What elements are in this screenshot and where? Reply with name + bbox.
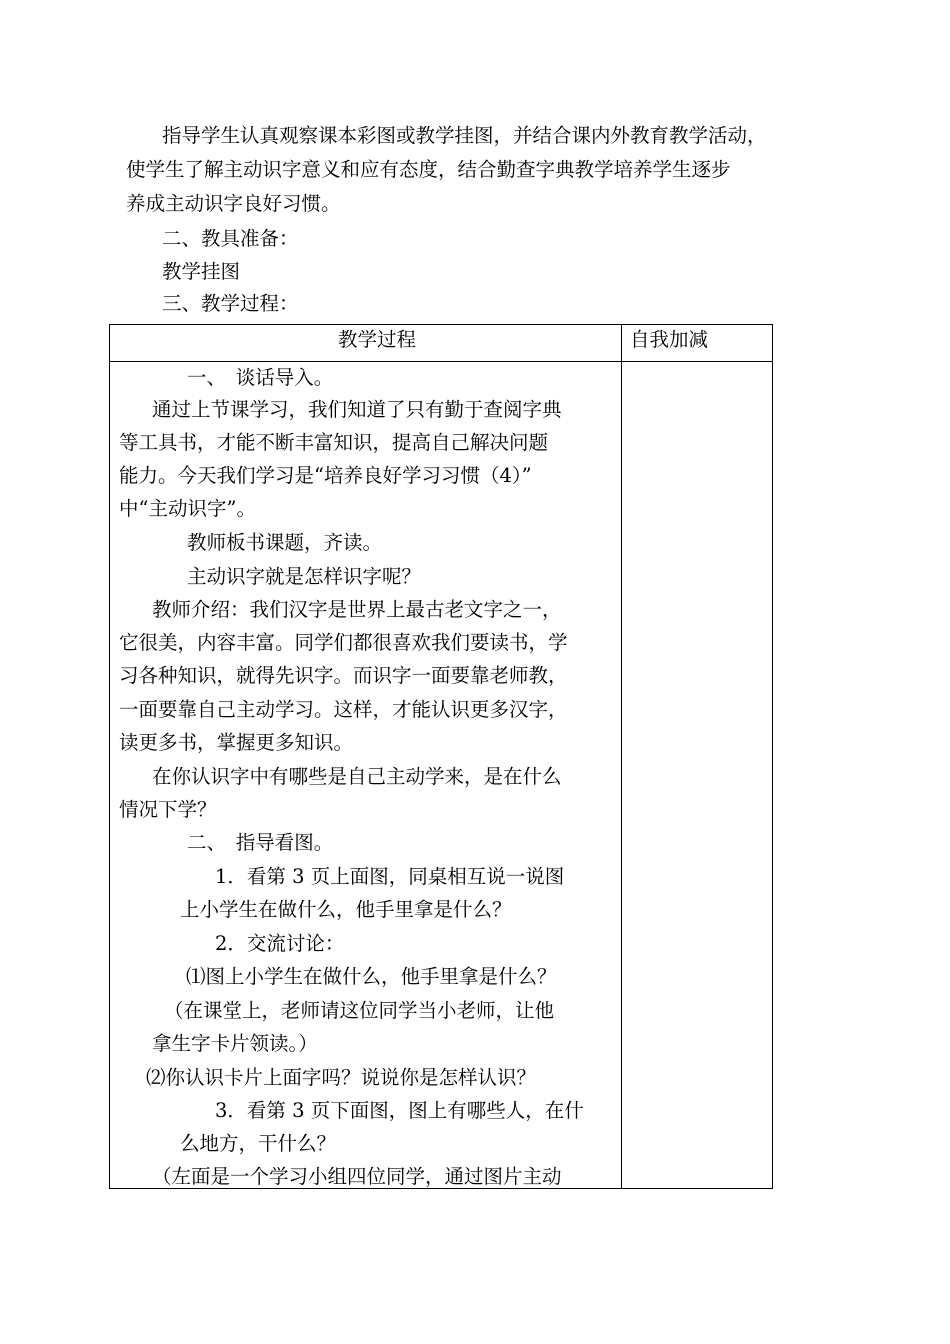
table-body-line: 2．交流讨论： xyxy=(215,932,345,955)
table-body-line: 读更多书，掌握更多知识。 xyxy=(119,731,354,754)
section-heading: 二、教具准备： xyxy=(162,227,299,250)
table-body-line: 上小学生在做什么，他手里拿是什么？ xyxy=(180,898,512,921)
table-body-line: ⑵你认识卡片上面字吗？说说你是怎样认识？ xyxy=(146,1066,537,1089)
table-body-line: （在课堂上，老师请这位同学当小老师，让他 xyxy=(164,999,555,1022)
table-column-divider xyxy=(621,324,622,1189)
table-body-line: 拿生字卡片领读。） xyxy=(152,1032,318,1055)
intro-line: 养成主动识字良好习惯。 xyxy=(126,192,341,215)
table-body-line: 教师介绍：我们汉字是世界上最古老文字之一， xyxy=(152,598,562,621)
table-body-line: （左面是一个学习小组四位同学，通过图片主动 xyxy=(152,1165,562,1188)
table-body-line: 一、 谈话导入。 xyxy=(187,366,334,389)
table-body-line: 二、 指导看图。 xyxy=(187,831,334,854)
table-header-adjust: 自我加减 xyxy=(630,328,709,351)
intro-line: 使学生了解主动识字意义和应有态度，结合勤查字典教学培养学生逐步 xyxy=(126,158,731,181)
table-body-line: 能力。今天我们学习是“培养良好学习习惯（4）” xyxy=(119,464,532,487)
table-body-line: 主动识字就是怎样识字呢？ xyxy=(187,565,422,588)
table-body-line: 它很美，内容丰富。同学们都很喜欢我们要读书，学 xyxy=(119,631,568,654)
table-body-line: 通过上节课学习，我们知道了只有勤于查阅字典 xyxy=(152,398,562,421)
intro-line: 教学挂图 xyxy=(162,260,241,283)
table-body-line: 在你认识字中有哪些是自己主动学来，是在什么 xyxy=(152,765,562,788)
table-header-process: 教学过程 xyxy=(338,328,417,351)
table-body-line: 么地方，干什么？ xyxy=(180,1132,337,1155)
table-body-line: 教师板书课题，齐读。 xyxy=(187,531,383,554)
table-body-line: 等工具书，才能不断丰富知识，提高自己解决问题 xyxy=(119,431,549,454)
intro-line: 指导学生认真观察课本彩图或教学挂图，并结合课内外教育教学活动， xyxy=(162,124,767,147)
table-body-line: 情况下学？ xyxy=(119,798,217,821)
table-header-divider xyxy=(109,361,773,362)
table-body-line: 3．看第 3 页下面图，图上有哪些人，在什 xyxy=(215,1099,584,1122)
table-body-line: 中“主动识字”。 xyxy=(119,497,256,520)
table-body-line: 习各种知识，就得先识字。而识字一面要靠老师教， xyxy=(119,664,568,687)
table-body-line: ⑴图上小学生在做什么，他手里拿是什么？ xyxy=(186,965,557,988)
table-body-line: 1．看第 3 页上面图，同桌相互说一说图 xyxy=(215,865,565,888)
table-body-line: 一面要靠自己主动学习。这样，才能认识更多汉字， xyxy=(119,698,568,721)
section-heading: 三、教学过程： xyxy=(162,292,299,315)
